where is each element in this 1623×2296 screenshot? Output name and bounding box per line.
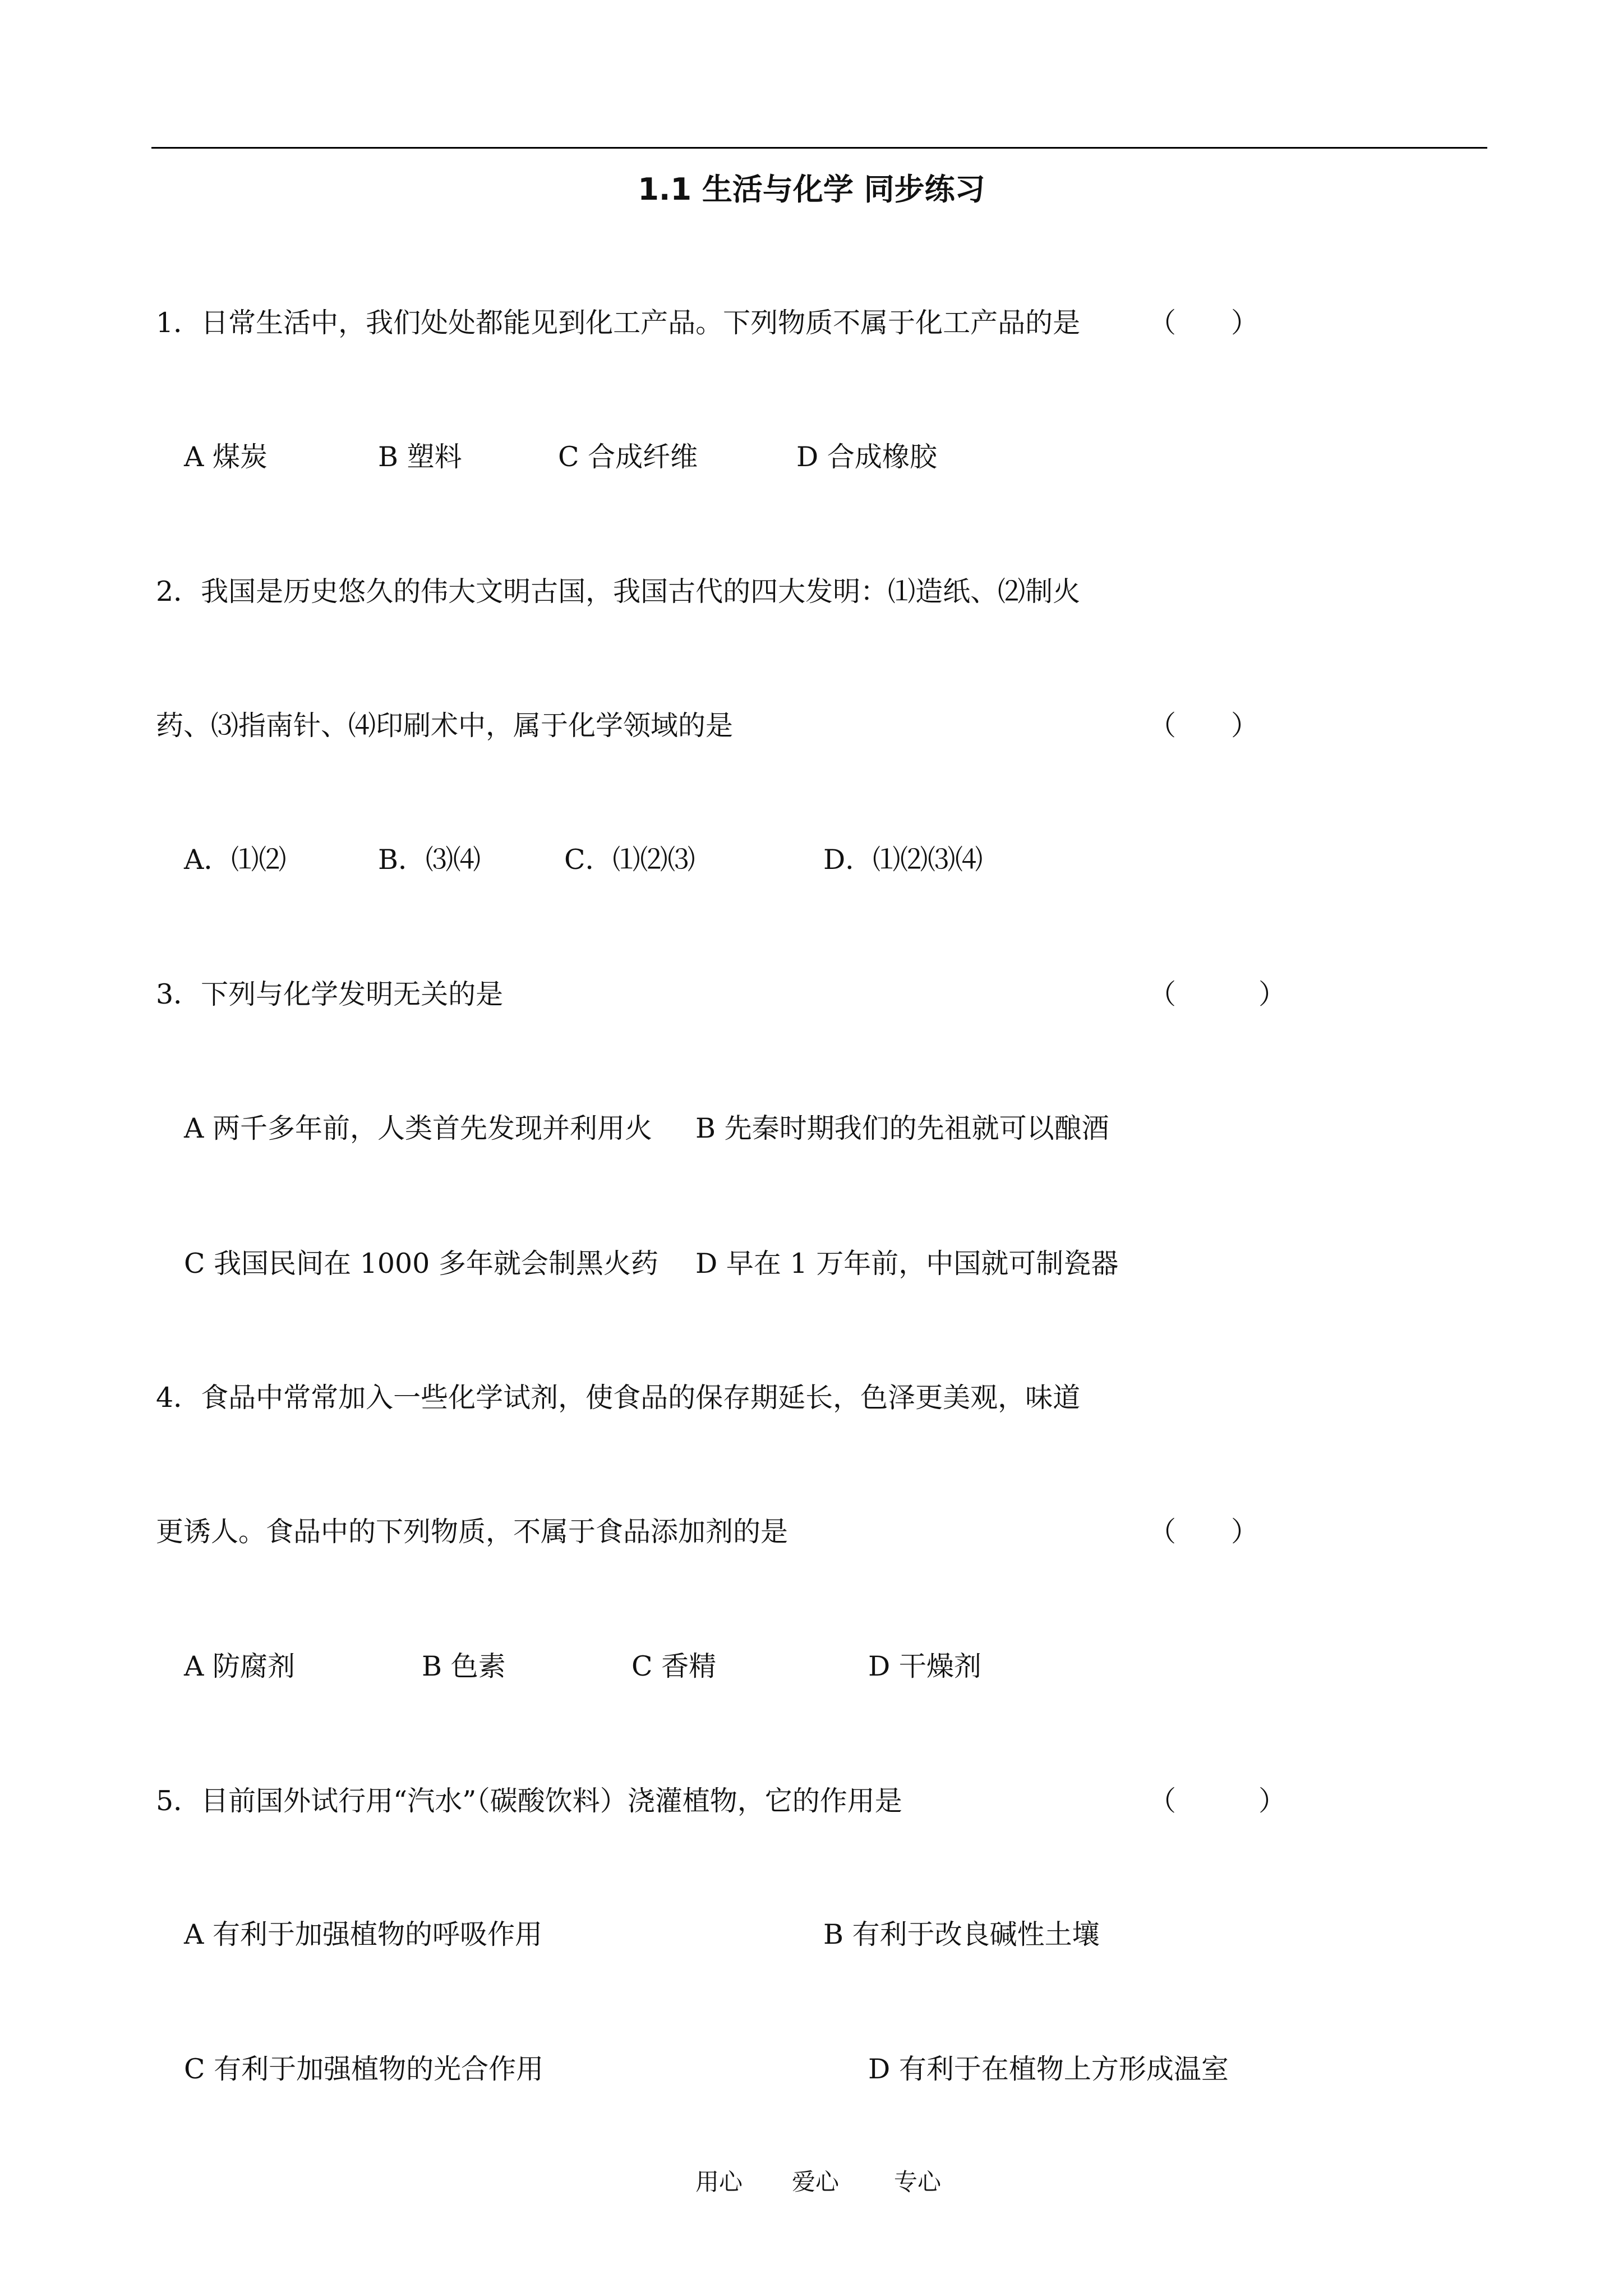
question-3-option-b: B 先秦时期我们的先祖就可以酿酒 — [695, 1112, 1109, 1144]
question-5-option-c: C 有利于加强植物的光合作用 — [184, 2053, 544, 2085]
question-1-option-b: B 塑料 — [378, 441, 462, 473]
question-5-text: 5．目前国外试行用“汽水”（碳酸饮料）浇灌植物，它的作用是 — [156, 1785, 902, 1817]
question-2-option-a: A．⑴⑵ — [184, 844, 287, 876]
question-4-option-b: B 色素 — [422, 1650, 506, 1682]
footer-word-2: 爱心 — [792, 2168, 840, 2196]
question-4-text-line-1: 4．食品中常常加入一些化学试剂，使食品的保存期延长，色泽更美观，味道 — [156, 1382, 1081, 1414]
question-1-text: 1．日常生活中，我们处处都能见到化工产品。下列物质不属于化工产品的是 — [156, 307, 1081, 339]
question-2-option-d: D．⑴⑵⑶⑷ — [823, 844, 983, 876]
question-4-text-line-2: 更诱人。食品中的下列物质，不属于食品添加剂的是 — [156, 1516, 789, 1548]
footer-word-1: 用心 — [695, 2168, 743, 2196]
question-5-answer-blank: （ ） — [1149, 1785, 1287, 1817]
question-3-option-a: A 两千多年前，人类首先发现并利用火 — [184, 1112, 652, 1144]
question-3-answer-blank: （ ） — [1149, 978, 1287, 1010]
question-3-option-c: C 我国民间在 1000 多年就会制黑火药 — [184, 1248, 658, 1280]
question-3-option-d: D 早在 1 万年前，中国就可制瓷器 — [695, 1248, 1119, 1280]
question-4-option-d: D 干燥剂 — [868, 1650, 981, 1682]
question-2-text-line-1: 2．我国是历史悠久的伟大文明古国，我国古代的四大发明：⑴造纸、⑵制火 — [156, 576, 1081, 608]
footer-word-3: 专心 — [894, 2168, 942, 2196]
question-1-option-a: A 煤炭 — [184, 441, 268, 473]
question-2-answer-blank: （ ） — [1149, 710, 1259, 742]
question-2-option-c: C．⑴⑵⑶ — [564, 844, 695, 876]
question-3-text: 3．下列与化学发明无关的是 — [156, 978, 504, 1010]
question-4-option-c: C 香精 — [631, 1650, 717, 1682]
page-title: 1.1 生活与化学 同步练习 — [638, 172, 985, 207]
question-1-option-c: C 合成纤维 — [558, 441, 698, 473]
question-5-option-b: B 有利于改良碱性土壤 — [823, 1918, 1100, 1950]
question-1-option-d: D 合成橡胶 — [796, 441, 937, 473]
question-5-option-d: D 有利于在植物上方形成温室 — [868, 2053, 1229, 2085]
question-4-option-a: A 防腐剂 — [184, 1650, 295, 1682]
question-2-option-b: B．⑶⑷ — [378, 844, 481, 876]
question-2-text-line-2: 药、⑶指南针、⑷印刷术中，属于化学领域的是 — [156, 710, 734, 742]
question-4-answer-blank: （ ） — [1149, 1516, 1259, 1548]
question-5-option-a: A 有利于加强植物的呼吸作用 — [184, 1918, 542, 1950]
header-rule — [151, 147, 1487, 149]
question-1-answer-blank: （ ） — [1149, 307, 1259, 339]
